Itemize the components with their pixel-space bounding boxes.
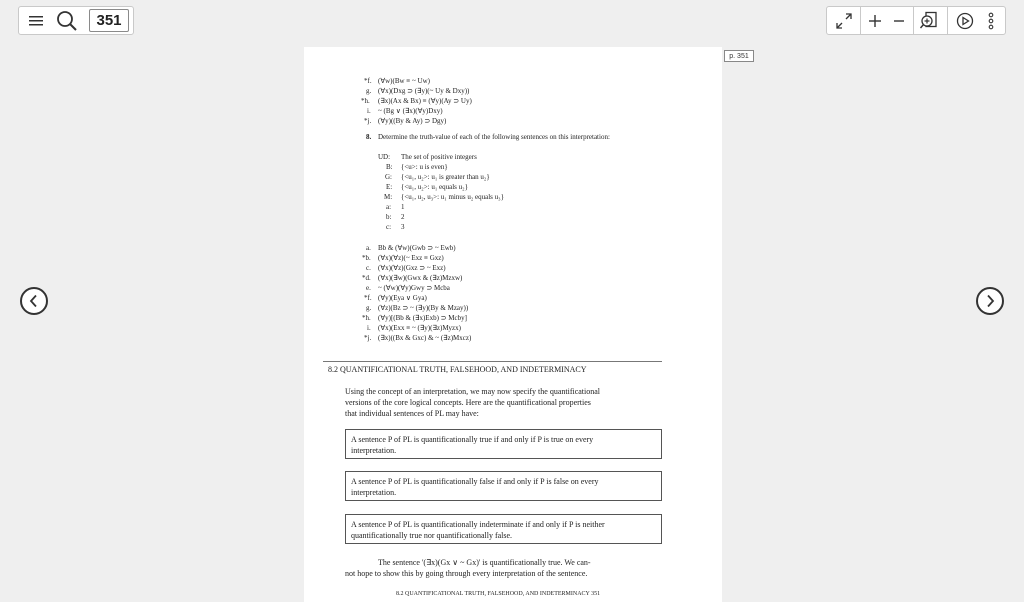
exercise-8j-num: *j. xyxy=(364,334,372,342)
interp-e-key: E: xyxy=(386,183,393,191)
zoom-in-button[interactable] xyxy=(863,7,887,34)
closing-line-1: The sentence '(∃x)(Gx ∨ ~ Gx)' is quantificationally true. We can- xyxy=(378,558,591,567)
search-button[interactable] xyxy=(53,7,81,34)
definition-indeterminate-line-1: A sentence P of PL is quantificationally indeterminate if and only if P is neither xyxy=(351,520,605,529)
intro-line-2: versions of the core logical concepts. Here are the quantificational properties xyxy=(345,398,591,407)
interp-b-key: B: xyxy=(386,163,393,171)
definition-false-line-1: A sentence P of PL is quantificationally false if and only if P is false on every xyxy=(351,477,599,486)
exercise-8b-text: (∀x)(∀z)(~ Exz ≡ Gxz) xyxy=(378,254,444,262)
play-icon xyxy=(956,12,974,30)
exercise-8f-num: *f. xyxy=(364,294,372,302)
interp-ud-value: The set of positive integers xyxy=(401,153,477,161)
exercise-8-num: 8. xyxy=(366,133,372,141)
interp-g-key: G: xyxy=(385,173,392,181)
interp-e-value: {<u₁, u₂>: u₁ equals u₂} xyxy=(401,183,468,191)
definition-indeterminate-line-2: quantificationally true nor quantificationally false. xyxy=(351,531,513,540)
interp-a-value: 1 xyxy=(401,203,405,211)
definition-quantificationally-false xyxy=(345,471,662,501)
exercise-8a-text: Bb & (∀w)(Gwb ⊃ ~ Ewb) xyxy=(378,244,456,252)
exercise-8i-text: (∀x)(Exx ≡ ~ (∃y)(∃z)Myzx) xyxy=(378,324,461,332)
right-toolbar xyxy=(826,6,1006,35)
menu-button[interactable] xyxy=(23,7,49,34)
zoom-page-icon xyxy=(919,11,939,31)
document-page xyxy=(304,47,722,602)
more-vertical-icon xyxy=(987,12,995,30)
zoom-out-button[interactable] xyxy=(887,7,911,34)
definition-true-line-2: interpretation. xyxy=(351,446,397,455)
section-heading: 8.2 QUANTIFICATIONAL TRUTH, FALSEHOOD, AND INDETERMINACY xyxy=(328,365,587,374)
exercise-f-text: (∀w)(Bw ≡ ~ Uw) xyxy=(378,77,430,85)
exercise-8c-text: (∀x)(∀z)(Gxz ⊃ ~ Exz) xyxy=(378,264,446,272)
page-footer: 8.2 QUANTIFICATIONAL TRUTH, FALSEHOOD, AND INDETERMINACY 351 xyxy=(396,591,601,597)
exercise-8g-text: (∀z)(Bz ⊃ ~ (∃y)(By & Mzay)) xyxy=(378,304,469,312)
definition-quantificationally-indeterminate xyxy=(345,514,662,544)
page-number-input[interactable]: 351 xyxy=(89,9,129,32)
intro-line-1: Using the concept of an interpretation, we may now specify the quantificational xyxy=(345,387,601,396)
interp-c-value: 3 xyxy=(401,223,405,231)
search-icon xyxy=(56,10,78,32)
interp-ud-key: UD: xyxy=(378,153,391,161)
interp-b-const-key: b: xyxy=(386,213,392,221)
chevron-right-icon xyxy=(984,294,996,308)
interp-m-key: M: xyxy=(384,193,393,201)
exercise-g-text: (∀x)(Dxg ⊃ (∃y)(~ Uy & Dxy)) xyxy=(378,87,470,95)
exercise-j-text: (∀y)((By & Ay) ⊃ Dgy) xyxy=(378,117,447,125)
closing-line-2: not hope to show this by going through every interpretation of the sentence. xyxy=(345,569,588,578)
more-options-button[interactable] xyxy=(979,7,1003,34)
exercise-8e-text: ~ (∀w)(∀y)Gwy ⊃ Mcba xyxy=(378,284,450,292)
exercise-8i-num: i. xyxy=(367,324,371,332)
interp-a-key: a: xyxy=(386,203,392,211)
expand-icon xyxy=(835,12,853,30)
exercise-8d-num: *d. xyxy=(362,274,371,282)
interp-b-const-value: 2 xyxy=(401,213,405,221)
minus-icon xyxy=(892,14,906,28)
plus-icon xyxy=(868,14,882,28)
exercise-8-prompt: Determine the truth-value of each of the following sentences on this interpretation: xyxy=(378,133,610,141)
exercise-8b-num: *b. xyxy=(362,254,371,262)
menu-icon xyxy=(28,14,44,28)
definition-true-line-1: A sentence P of PL is quantificationally true if and only if P is true on every xyxy=(351,435,594,444)
exercise-f-num: *f. xyxy=(364,77,372,85)
left-toolbar xyxy=(18,6,134,35)
definition-false-line-2: interpretation. xyxy=(351,488,397,497)
next-page-button[interactable] xyxy=(976,287,1004,315)
definition-quantificationally-true xyxy=(345,429,662,459)
fullscreen-button[interactable] xyxy=(829,7,859,34)
exercise-g-num: g. xyxy=(366,87,372,95)
exercise-8g-num: g. xyxy=(366,304,372,312)
exercise-8a-num: a. xyxy=(366,244,371,252)
exercise-8d-text: (∀x)(∃w)(Gwx & (∃z)Mzxw) xyxy=(378,274,463,282)
exercise-8c-num: c. xyxy=(366,264,371,272)
exercise-8f-text: (∀y)(Eya ∨ Gya) xyxy=(378,294,427,302)
interp-b-value: {<u>: u is even} xyxy=(401,163,448,171)
chevron-left-icon xyxy=(28,294,40,308)
interp-m-value: {<u₁, u₂, u₃>: u₁ minus u₂ equals u₃} xyxy=(401,193,504,201)
interp-c-key: c: xyxy=(386,223,392,231)
fit-page-button[interactable] xyxy=(915,7,943,34)
intro-line-3: that individual sentences of PL may have: xyxy=(345,409,479,418)
exercise-8e-num: e. xyxy=(366,284,371,292)
previous-page-button[interactable] xyxy=(20,287,48,315)
exercise-h-num: *h. xyxy=(361,97,370,105)
exercise-i-text: ~ (Bg ∨ (∃x)(∀y)Dxy) xyxy=(378,107,443,115)
exercise-8h-num: *h. xyxy=(362,314,371,322)
exercise-8h-text: (∀y)[(Bb & (∃x)Exb) ⊃ Mcby] xyxy=(378,314,467,322)
section-rule xyxy=(323,361,662,362)
interp-g-value: {<u₁, u₂>: u₁ is greater than u₂} xyxy=(401,173,490,181)
exercise-h-text: (∃x)(Ax & Bx) ≡ (∀y)(Ay ⊃ Uy) xyxy=(378,97,472,105)
exercise-8j-text: (∃x)((Bx & Gxc) & ~ (∃z)Mxcz) xyxy=(378,334,472,342)
play-button[interactable] xyxy=(951,7,979,34)
exercise-j-num: *j. xyxy=(364,117,372,125)
page-indicator: p. 351 xyxy=(724,50,754,62)
exercise-i-num: i. xyxy=(367,107,371,115)
